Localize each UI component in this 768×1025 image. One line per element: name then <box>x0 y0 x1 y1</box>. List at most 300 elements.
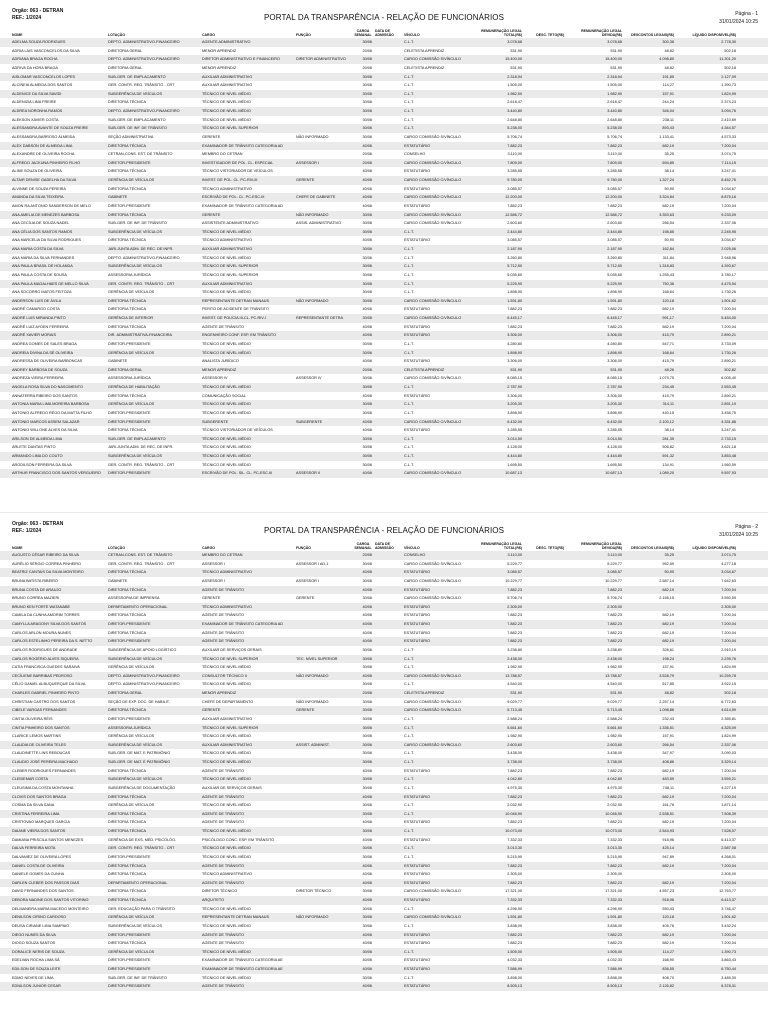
cell-descontos: 48,82 <box>664 65 674 70</box>
cell-lotacao: DEPARTAMENTO OPERACIONAL <box>108 880 168 885</box>
cell-lotacao: DIRETOR-PRESIDENTE <box>108 203 151 208</box>
cell-carga: 40/06 <box>362 186 372 191</box>
cell-descontos: 2.587,14 <box>659 578 674 583</box>
table-row <box>0 749 768 758</box>
cell-descontos: 682,19 <box>662 613 674 618</box>
cell-rem-devida: 17.321,00 <box>605 889 622 894</box>
cell-lotacao: GABINETE <box>108 578 128 583</box>
cell-remuneracao: 531,90 <box>510 367 522 372</box>
cell-carga: 30/06 <box>362 134 372 139</box>
cell-descontos: 191,85 <box>662 74 674 79</box>
cell-descontos: 2.156,15 <box>659 596 674 601</box>
cell-nome: DIEGO NUNES DA SILVA <box>12 932 56 937</box>
cell-descontos: 483,59 <box>662 777 674 782</box>
cell-lotacao: DEPTO. ADMINISTRATIVO-FINANCEIRO <box>108 109 180 113</box>
cell-carga: 30/06 <box>362 316 372 320</box>
cell-remuneracao: 12.200,00 <box>505 195 522 200</box>
cell-lotacao: SUB-GER. DE INF. DE TRÂNSITO <box>108 975 167 980</box>
cell-carga: 40/06 <box>362 178 372 182</box>
table-row <box>0 715 768 724</box>
cell-lotacao: DIRETORIA TÉCNICA <box>108 307 147 312</box>
cell-carga: 30/06 <box>362 410 372 415</box>
cell-remuneracao: 7.882,23 <box>507 203 522 208</box>
cell-nome: ALDENIZIA LIMA FREIRE <box>12 100 57 105</box>
cell-rem-devida: 3.285,55 <box>607 169 622 174</box>
cell-liquido: 2.305,00 <box>721 604 736 609</box>
table-row <box>0 262 768 271</box>
table-row <box>0 185 768 194</box>
cell-vinculo: C.L.T. <box>404 829 414 833</box>
table-row <box>0 629 768 638</box>
cell-lotacao: GERÊNCIA DE VEÍCULOS <box>108 949 155 954</box>
cell-liquido: 1.390,73 <box>721 949 736 954</box>
col-liquido: LÍQUIDO DISPONÍVEL(R$) <box>692 546 736 550</box>
cell-cargo: TÉCNICO DE NÍVEL MÉDIO <box>202 906 251 911</box>
cell-remuneracao: 2.318,94 <box>507 74 522 79</box>
cell-carga: 30/06 <box>362 665 372 670</box>
cell-cargo: GERENTE <box>202 708 221 713</box>
cell-carga: 30/06 <box>362 760 372 764</box>
cell-liquido: 10.259,78 <box>719 673 736 678</box>
cell-nome: CHARLES GABRIEL PINHEIRO PINTO <box>12 691 80 695</box>
cell-lotacao: SUBGERÊNCIA DE VEÍCULOS <box>108 264 163 269</box>
cell-remuneracao: 6.432,00 <box>507 419 522 424</box>
cell-descontos: 4.098,80 <box>659 57 674 62</box>
cell-descontos: 591,32 <box>662 454 674 458</box>
cell-remuneracao: 1.982,90 <box>507 91 522 96</box>
cell-nome: BRUNA BATISTA RIBEIRO <box>12 578 58 583</box>
cell-remuneracao: 5.706,74 <box>507 134 522 139</box>
table-row <box>0 150 768 159</box>
cell-descontos: 347,97 <box>662 751 674 756</box>
cell-lotacao: DIRETORIA TÉCNICA <box>108 587 147 592</box>
cell-lotacao: DIRETORIA GERAL <box>108 691 143 695</box>
cell-remuneracao: 4.975,30 <box>507 785 522 790</box>
cell-rem-devida: 1.898,90 <box>607 290 622 295</box>
cell-remuneracao: 1.505,00 <box>507 949 522 954</box>
cell-lotacao: DIRETOR-PRESIDENTE <box>108 622 151 626</box>
cell-vinculo: ESTATUTÁRIO <box>404 967 431 971</box>
cell-liquido: 4.344,57 <box>721 126 736 131</box>
table-row <box>0 818 768 827</box>
cell-lotacao: DIRETORIA TÉCNICA <box>108 428 147 433</box>
cell-rem-devida: 2.603,60 <box>607 742 622 747</box>
cell-cargo: EXAMINADOR DE TRÂNSITO CATEGORIA AE <box>202 967 283 971</box>
cell-cargo: INVEST. DE POLÍCIA III-CL. PC-RIV-I <box>202 316 266 320</box>
cell-remuneracao: 5.215,90 <box>507 854 522 859</box>
cell-carga: 30/06 <box>362 290 372 295</box>
cell-nome: ANA MARIA DA SILVA FERNANDES <box>12 255 75 260</box>
col-liquido: LÍQUIDO DISPONÍVEL(R$) <box>692 33 736 37</box>
cell-rem-devida: 5.712,50 <box>607 264 622 269</box>
cell-nome: ANA PAULA COSTA DE SOUSA <box>12 272 67 277</box>
cell-lotacao: SUBGERÊNCIA DE VEÍCULOS <box>108 777 163 782</box>
cell-lotacao: SUB-GER. DE EMPLACAMENTO <box>108 117 166 122</box>
table-row <box>0 551 768 560</box>
cell-cargo: AUXILIAR ADMINISTRATIVO <box>202 281 253 286</box>
orgao-label: Orgão: 063 - DETRAN <box>12 8 64 14</box>
cell-nome: CARLOS ESTELINHO PEREIRA DA S. NETTO <box>12 639 93 644</box>
table-row <box>0 931 768 940</box>
cell-cargo: TÉCNICO DE NÍVEL MÉDIO <box>202 777 251 782</box>
table-row <box>0 228 768 237</box>
cell-nome: ALDENICE DA SILVA SAVIDI <box>12 91 62 96</box>
cell-liquido: 502,18 <box>724 65 736 70</box>
cell-carga: 30/06 <box>362 255 372 260</box>
cell-funcao: NÃO INFORMADO <box>296 298 329 303</box>
cell-descontos: 748,11 <box>662 785 674 790</box>
table-row <box>0 254 768 263</box>
cell-nome: DORALICE NERIS DE SOUZA <box>12 949 65 954</box>
report-page-1 <box>0 0 768 512</box>
cell-rem-devida: 3.306,00 <box>607 393 622 398</box>
cell-vinculo: C.L.T. <box>404 785 414 790</box>
table-row <box>0 982 768 991</box>
cell-nome: ANA MARIA COSTA DA SILVA <box>12 247 64 251</box>
cell-liquido: 502,82 <box>724 367 736 372</box>
cell-descontos: 48,26 <box>664 367 674 372</box>
cell-carga: 30/06 <box>362 777 372 782</box>
cell-carga: 30/06 <box>362 350 372 355</box>
cell-carga: 40/06 <box>362 984 372 989</box>
cell-descontos: 168,64 <box>662 290 674 295</box>
cell-remuneracao: 7.882,23 <box>507 932 522 937</box>
cell-carga: 30/06 <box>362 975 372 980</box>
cell-lotacao: ASSESSORIA JURÍDICA <box>108 272 151 277</box>
cell-cargo: MENOR APRENDIZ <box>202 48 237 53</box>
cell-lotacao: SUBGERÊNCIA DE VEÍCULOS <box>108 923 163 928</box>
col-funcao: FUNÇÃO <box>296 546 311 550</box>
cell-carga: 40/06 <box>362 238 372 243</box>
cell-liquido: 1.824,99 <box>721 665 736 670</box>
cell-carga: 30/06 <box>362 247 372 251</box>
employee-table <box>0 38 768 478</box>
cell-nome: AURÉLIO SÉRGIO CORREA PINHEIRO <box>12 561 81 566</box>
cell-nome: ANNATERRA RIBEIRO DOS SANTOS <box>12 393 78 398</box>
cell-vinculo: CARGO COMISSÃO S/VÍNCULO <box>404 212 461 217</box>
cell-vinculo: CARGO COMISSÃO C/VÍNCULO <box>404 316 462 320</box>
cell-lotacao: SEÇÃO DE EXP. DOC. DE HABILIT. <box>108 699 170 704</box>
page-header <box>0 513 768 537</box>
cell-remuneracao: 3.440,80 <box>507 109 522 113</box>
cell-carga: 40/06 <box>362 941 372 946</box>
cell-liquido: 3.247,41 <box>721 428 736 433</box>
cell-cargo: CHEFE DE DEPARTAMENTO <box>202 699 254 704</box>
cell-nome: ANTONIA MARIA LIMA MOREIRA BARBOSA <box>12 402 90 407</box>
cell-lotacao: SEÇÃO ADMINISTRATIVA <box>108 134 154 139</box>
cell-remuneracao: 2.618,47 <box>507 100 522 105</box>
cell-vinculo: ESTATUTÁRIO <box>404 186 431 191</box>
cell-descontos: 1.336,51 <box>659 725 674 730</box>
cell-lotacao: JARI-JUNTA ADM. DE REC. DE INFR. <box>108 445 174 450</box>
cell-liquido: 2.910,19 <box>721 647 736 652</box>
cell-vinculo: ESTATUTÁRIO <box>404 880 431 885</box>
cell-remuneracao: 3.838,00 <box>507 923 522 928</box>
cell-liquido: 3.329,14 <box>721 760 736 764</box>
cell-carga: 30/06 <box>362 341 372 346</box>
cell-remuneracao: 531,90 <box>510 691 522 695</box>
cell-cargo: TÉCNICO ADMINISTRATIVO <box>202 238 252 243</box>
cell-remuneracao: 5.713,45 <box>507 708 522 713</box>
table-row <box>0 124 768 133</box>
cell-rem-devida: 1.591,80 <box>607 915 622 920</box>
cell-rem-devida: 3.898,00 <box>607 975 622 980</box>
cell-cargo: TÉCNICO DE NÍVEL MÉDIO <box>202 290 251 295</box>
cell-liquido: 6.772,63 <box>721 699 736 704</box>
cell-liquido: 1.560,59 <box>721 462 736 467</box>
cell-remuneracao: 2.787,90 <box>507 385 522 389</box>
cell-rem-devida: 7.882,23 <box>607 794 622 799</box>
cell-carga: 30/06 <box>362 751 372 756</box>
cell-vinculo: ESTATUTÁRIO <box>404 958 431 963</box>
cell-cargo: TÉCNICO DE NÍVEL MÉDIO <box>202 829 251 833</box>
cell-carga: 40/06 <box>362 932 372 937</box>
table-row <box>0 939 768 948</box>
cell-nome: DELMANEIRA MARIA MACEDO MONTEIRO <box>12 906 89 911</box>
cell-cargo: GERENTE <box>202 134 221 139</box>
cell-lotacao: DIRETORIA TÉCNICA <box>108 393 147 398</box>
cell-cargo: TÉCNICO DE NÍVEL SUPERIOR <box>202 272 259 277</box>
report-page-2 <box>0 512 768 1025</box>
cell-vinculo: CONSELHO <box>404 553 426 557</box>
cell-vinculo: ESTATUTÁRIO <box>404 307 431 312</box>
cell-rem-devida: 4.128,00 <box>607 445 622 450</box>
cell-lotacao: DIRETOR-PRESIDENTE <box>108 410 151 415</box>
cell-vinculo: C.L.T. <box>404 949 414 954</box>
cell-carga: 40/06 <box>362 471 372 476</box>
cell-carga: 30/06 <box>362 462 372 467</box>
cell-nome: CLARICE LEMOS MARTINS <box>12 734 61 739</box>
cell-remuneracao: 1.591,80 <box>507 915 522 920</box>
cell-rem-devida: 1.695,50 <box>607 462 622 467</box>
cell-nome: ADRIA LAIS VASCONCELOS DA SILVA <box>12 48 80 53</box>
table-row <box>0 620 768 629</box>
cell-descontos: 157,91 <box>662 665 674 670</box>
cell-carga: 20/06 <box>362 160 372 165</box>
cell-cargo: TÉCNICO DE NÍVEL MÉDIO <box>202 436 251 441</box>
cell-nome: ALEXANDRE DE OLIVEIRA ROCHA <box>12 152 75 157</box>
table-row <box>0 732 768 741</box>
cell-carga: 30/06 <box>362 854 372 859</box>
cell-rem-devida: 7.882,23 <box>607 324 622 329</box>
table-row <box>0 741 768 750</box>
cell-descontos: 134,91 <box>662 462 674 467</box>
cell-lotacao: DIRETORIA TÉCNICA <box>108 889 147 894</box>
cell-nome: EDMO NEVES DE LIMA <box>12 975 54 980</box>
cell-lotacao: DIRETORIA TÉCNICA <box>108 324 147 329</box>
cell-lotacao: SUBGERÊNCIA DE DOCUMENTAÇÃO <box>108 785 176 790</box>
cell-rem-devida: 9.029,77 <box>607 699 622 704</box>
cell-nome: BRUNO KEN FORTE WATANABE <box>12 604 71 609</box>
cell-lotacao: DIRETOR-PRESIDENTE <box>108 471 151 476</box>
cell-vinculo: C.L.T. <box>404 846 414 851</box>
cell-vinculo: ESTATUTÁRIO <box>404 203 431 208</box>
cell-liquido: 1.390,73 <box>721 83 736 88</box>
cell-cargo: TÉCNICO DE NÍVEL MÉDIO <box>202 385 251 389</box>
cell-nome: ALINE SOUZA DE OLIVEIRA <box>12 169 62 174</box>
cell-liquido: 7.508,39 <box>721 811 736 816</box>
table-row <box>0 758 768 767</box>
cell-rem-devida: 4.444,80 <box>607 454 622 458</box>
cell-cargo: TÉCNICO DE NÍVEL MÉDIO <box>202 665 251 670</box>
cell-liquido: 7.200,04 <box>721 630 736 635</box>
cell-liquido: 3.034,67 <box>721 570 736 575</box>
cell-remuneracao: 3.110,00 <box>507 152 522 157</box>
cell-lotacao: DIRETORIA TÉCNICA <box>108 143 147 148</box>
col-rem-devida: REMUNERAÇÃO LEGAL DEVIDA(R$) <box>581 29 622 37</box>
cell-vinculo: C.L.T. <box>404 454 414 458</box>
cell-vinculo: CARGO COMISSÃO C/VÍNCULO <box>404 160 462 165</box>
cell-vinculo: CARGO COMISSÃO S/VÍNCULO <box>404 699 461 704</box>
cell-liquido: 3.432,24 <box>721 923 736 928</box>
cell-liquido: 3.733,09 <box>721 341 736 346</box>
cell-remuneracao: 1.695,50 <box>507 462 522 467</box>
cell-descontos: 48,82 <box>664 48 674 53</box>
page-title: PORTAL DA TRANSPARÊNCIA - RELAÇÃO DE FUNCIONÁRIOS <box>263 13 505 22</box>
cell-nome: BRUNO CORREA MAZIERI <box>12 596 60 601</box>
cell-lotacao: SUB-GER. DE INF. DE TRÂNSITO <box>108 221 167 226</box>
cell-vinculo: C.L.T. <box>404 410 414 415</box>
cell-remuneracao: 3.306,00 <box>507 359 522 364</box>
cell-cargo: TÉCNICO DE NÍVEL MÉDIO <box>202 350 251 355</box>
cell-remuneracao: 3.238,80 <box>507 647 522 652</box>
cell-vinculo: ESTATUTÁRIO <box>404 863 431 868</box>
cell-liquido: 3.550,59 <box>721 596 736 601</box>
cell-descontos: 157,91 <box>662 734 674 739</box>
employee-table <box>0 551 768 991</box>
cell-rem-devida: 5.661,60 <box>607 725 622 730</box>
cell-remuneracao: 10.229,77 <box>505 578 522 583</box>
cell-cargo: TÉCNICO DE NÍVEL MÉDIO <box>202 91 251 96</box>
cell-liquido: 1.824,99 <box>721 91 736 96</box>
table-row <box>0 142 768 151</box>
cell-descontos: 682,19 <box>662 307 674 312</box>
cell-remuneracao: 2.305,00 <box>507 604 522 609</box>
cell-descontos: 682,19 <box>662 880 674 885</box>
cell-nome: ARTHUR FRANCISCO DOS SANTOS VERGUEIRO <box>12 471 101 476</box>
cell-liquido: 3.074,75 <box>721 152 736 157</box>
cell-rem-devida: 2.438,00 <box>607 656 622 661</box>
cell-funcao: ASSIS. ADMINISTRATIVO <box>296 221 342 226</box>
cell-rem-devida: 3.110,00 <box>607 553 622 557</box>
cell-descontos: 3.353,63 <box>659 212 674 217</box>
cell-funcao: NÃO INFORMADO <box>296 673 329 678</box>
cell-rem-devida: 3.306,00 <box>607 359 622 364</box>
cell-vinculo: CARGO COMISSÃO S/VÍNCULO <box>404 134 461 139</box>
cell-vinculo: C.L.T. <box>404 436 414 441</box>
cell-carga: 30/06 <box>362 647 372 652</box>
cell-vinculo: CARGO COMISSÃO C/VÍNCULO <box>404 419 462 424</box>
cell-carga: 30/06 <box>362 846 372 851</box>
cell-descontos: 38,14 <box>664 428 674 433</box>
cell-cargo: TÉCNICO DE NÍVEL MÉDIO <box>202 100 251 105</box>
cell-remuneracao: 9.029,77 <box>507 699 522 704</box>
cell-cargo: AGENTE DE TRÂNSITO <box>202 811 245 816</box>
cell-cargo: MENOR APRENDIZ <box>202 65 237 70</box>
cell-cargo: AGENTE DE TRÂNSITO <box>202 639 245 644</box>
col-funcao: FUNÇÃO <box>296 33 311 37</box>
cell-carga: 40/06 <box>362 419 372 424</box>
cell-nome: DAVID FERNANDES DOS SANTOS <box>12 889 74 894</box>
cell-cargo: TÉCNICO ADMINISTRATIVO <box>202 570 252 575</box>
table-row <box>0 672 768 681</box>
cell-nome: CARLOS ARLON MOURA NUNES <box>12 630 71 635</box>
cell-carga: 30/06 <box>362 385 372 389</box>
table-row <box>0 793 768 802</box>
cell-liquido: 7.200,04 <box>721 203 736 208</box>
cell-liquido: 7.200,04 <box>721 622 736 626</box>
cell-liquido: 2.778,30 <box>721 40 736 44</box>
cell-rem-devida: 4.975,30 <box>607 785 622 790</box>
cell-vinculo: C.L.T. <box>404 462 414 467</box>
cell-carga: 40/06 <box>362 604 372 609</box>
cell-cargo: TÉCNICO DE NÍVEL MÉDIO <box>202 341 251 346</box>
cell-carga: 30/06 <box>362 221 372 226</box>
col-lotacao: LOTAÇÃO <box>108 33 126 37</box>
cell-rem-devida: 3.085,57 <box>607 238 622 243</box>
cell-lotacao: DIRETORIA TÉCNICA <box>108 820 147 825</box>
cell-cargo: TÉCNICO DE NÍVEL MÉDIO <box>202 255 251 260</box>
cell-remuneracao: 7.882,23 <box>507 768 522 773</box>
cell-funcao: GERENTE <box>296 596 315 601</box>
cell-funcao: SUBGERENTE <box>296 419 323 424</box>
cell-nome: ANTONIO WILLONE ALVES DA SILVA <box>12 428 78 433</box>
table-row <box>0 853 768 862</box>
cell-cargo: DIRETOR TÉCNICO <box>202 889 238 894</box>
cell-lotacao: SUB-GER. DE MAT. E PATRIMÔNIO <box>108 760 171 764</box>
table-row <box>0 47 768 56</box>
cell-liquido: 7.200,04 <box>721 768 736 773</box>
cell-descontos: 682,19 <box>662 324 674 329</box>
cell-carga: 30/06 <box>362 272 372 277</box>
cell-vinculo: C.L.T. <box>404 734 414 739</box>
cell-cargo: TÉCNICO DE NÍVEL MÉDIO <box>202 454 251 458</box>
cell-cargo: TÉCNICO DE NÍVEL MÉDIO <box>202 109 251 113</box>
cell-liquido: 3.853,48 <box>721 454 736 458</box>
cell-nome: DANIELE GOMES DA CUNHA <box>12 872 65 877</box>
cell-lotacao: DIRETOR-PRESIDENTE <box>108 967 151 971</box>
cell-rem-devida: 3.838,00 <box>607 923 622 928</box>
cell-rem-devida: 8.085,15 <box>607 376 622 381</box>
cell-funcao: ASSESSOR IV <box>296 376 322 381</box>
cell-cargo: AUXILIAR ADMINISTRATIVO <box>202 74 253 79</box>
cell-vinculo: C.L.T. <box>404 264 414 269</box>
cell-remuneracao: 3.306,00 <box>507 393 522 398</box>
cell-vinculo: CARGO COMISSÃO C/VÍNCULO <box>404 178 462 182</box>
cell-descontos: 836,55 <box>662 967 674 971</box>
cell-descontos: 157,91 <box>662 91 674 96</box>
cell-descontos: 991,17 <box>662 316 674 320</box>
cell-remuneracao: 3.085,57 <box>507 186 522 191</box>
cell-nome: DALVANIEZ DE OLIVEIRA LOPES <box>12 854 71 859</box>
cell-nome: BEATRIZ CANTAIS DA SILVA MONTEIRO <box>12 570 84 575</box>
cell-descontos: 50,90 <box>664 186 674 191</box>
cell-carga: 30/06 <box>362 708 372 713</box>
table-row <box>0 418 768 427</box>
cell-lotacao: SUBGERÊNCIA DE VEÍCULOS <box>108 656 163 661</box>
cell-lotacao: GERÊNCIA DE VEÍCULOS <box>108 350 155 355</box>
table-row <box>0 836 768 845</box>
table-row <box>0 236 768 245</box>
cell-remuneracao: 4.032,33 <box>507 958 522 963</box>
cell-liquido: 3.922,15 <box>721 682 736 687</box>
table-row <box>0 357 768 366</box>
col-descontos: DESCONTOS LEGAIS(R$) <box>631 546 674 550</box>
cell-descontos: 506,82 <box>662 445 674 450</box>
col-cargo: CARGO <box>202 546 216 550</box>
cell-lotacao: DIRETORIA TÉCNICA <box>108 863 147 868</box>
cell-carga: 30/06 <box>362 445 372 450</box>
